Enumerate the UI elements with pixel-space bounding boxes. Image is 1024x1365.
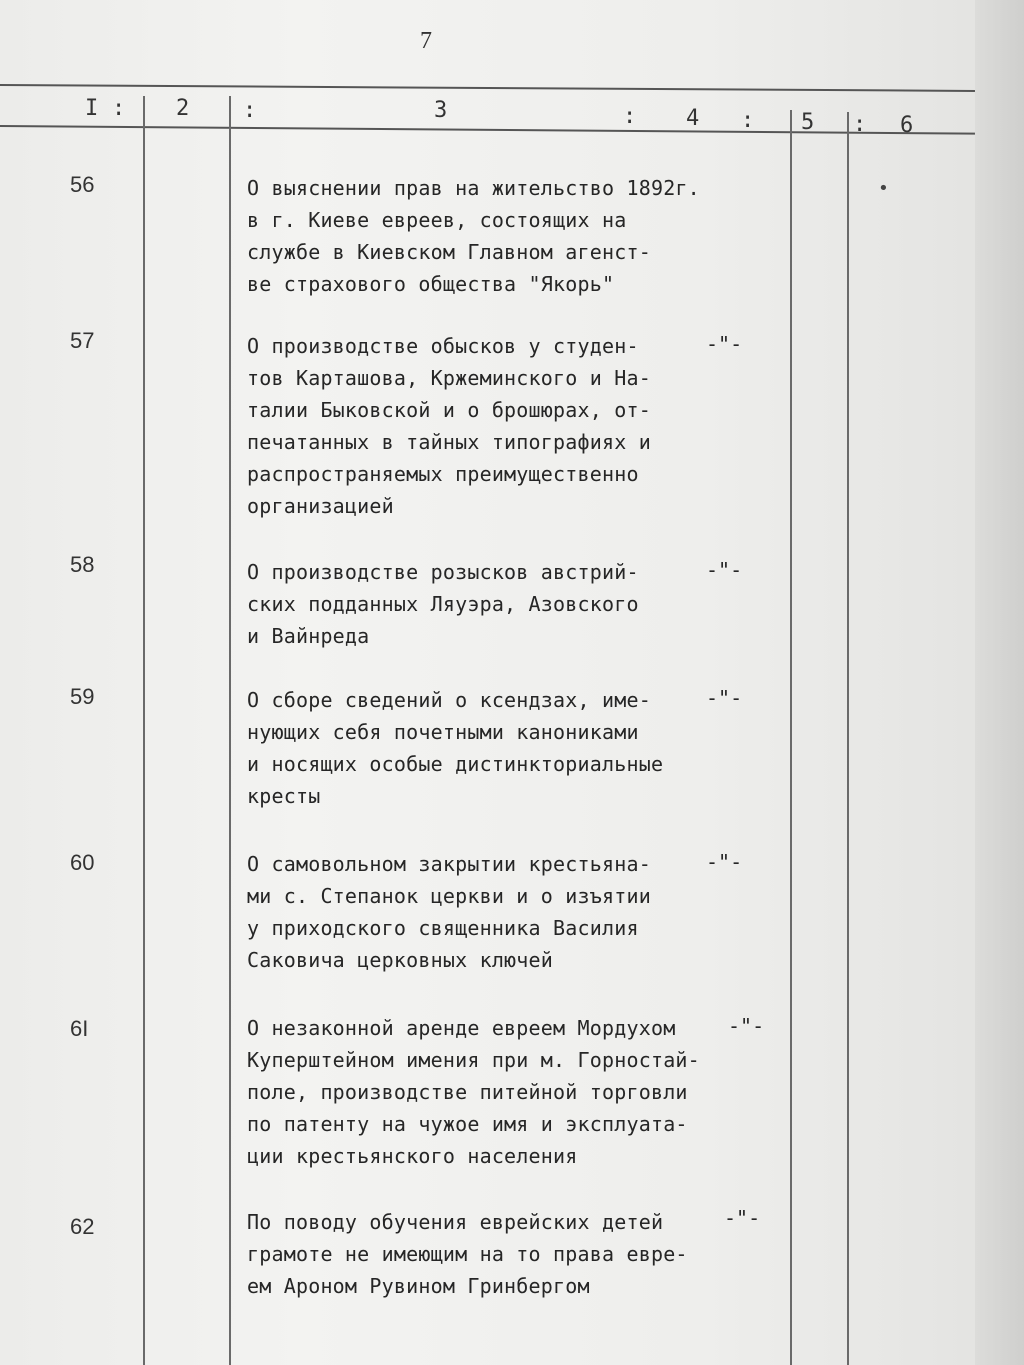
header-col-6: 6 xyxy=(900,113,914,138)
row-text: О незаконной аренде евреем Мордухом Куперштейном имения при м. Горностай- поле, производстве питейной торговли по патенту на чужое имя и эксплуата- ции крестьянского населения xyxy=(247,1016,700,1168)
header-col-4: 4 xyxy=(686,106,700,131)
row-text: О производстве обысков у студен- тов Карташова, Кржеминского и На- талии Быковской и о брошюрах, от- печатанных в тайных типографиях и распространяемых преимущественно организацией xyxy=(247,334,651,518)
header-separator: : xyxy=(741,108,755,133)
ditto-mark: -"- xyxy=(728,1014,765,1038)
ditto-mark: -"- xyxy=(706,850,743,874)
column-rule-2 xyxy=(229,96,231,1365)
header-separator: : xyxy=(853,112,867,137)
row-number: 57 xyxy=(70,328,95,353)
header-col-5: 5 xyxy=(801,110,815,135)
row-text: О производстве розысков австрий- ских подданных Ляуэра, Азовского и Вайнреда xyxy=(247,560,639,648)
header-separator: : xyxy=(112,96,126,121)
page-edge xyxy=(975,0,1024,1365)
row-text: По поводу обучения еврейских детей грамоте не имеющим на то права евре- ем Ароном Рувином Гринбергом xyxy=(247,1210,688,1298)
margin-tick: • xyxy=(878,178,889,199)
row-number: 59 xyxy=(70,684,95,709)
header-col-1: I xyxy=(85,96,99,121)
row-text: О выяснении прав на жительство 1892г. в г. Киеве евреев, состоящих на службе в Киевском Главном агенст- ве страхового общества "Якорь" xyxy=(247,176,700,296)
column-rule-4 xyxy=(847,112,849,1365)
header-separator: : xyxy=(243,98,257,123)
ditto-mark: -"- xyxy=(706,686,743,710)
row-number: 62 xyxy=(70,1214,95,1239)
header-separator: : xyxy=(623,104,637,129)
row-number: 60 xyxy=(70,850,95,875)
page-number: 7 xyxy=(420,28,432,54)
ditto-mark: -"- xyxy=(706,332,743,356)
column-rule-3 xyxy=(790,110,792,1365)
row-number: 56 xyxy=(70,172,95,197)
header-col-3: 3 xyxy=(434,98,448,123)
row-number: 6I xyxy=(70,1016,89,1041)
row-text: О самовольном закрытии крестьяна- ми с. Степанок церкви и о изъятии у приходского священника Василия Саковича церковных ключей xyxy=(247,852,651,972)
ditto-mark: -"- xyxy=(724,1206,761,1230)
row-text: О сборе сведений о ксендзах, име- нующих себя почетными канониками и носящих особые дистинкториальные кресты xyxy=(247,688,664,808)
header-col-2: 2 xyxy=(176,96,190,121)
ditto-mark: -"- xyxy=(706,558,743,582)
column-rule-1 xyxy=(143,96,145,1365)
row-number: 58 xyxy=(70,552,95,577)
